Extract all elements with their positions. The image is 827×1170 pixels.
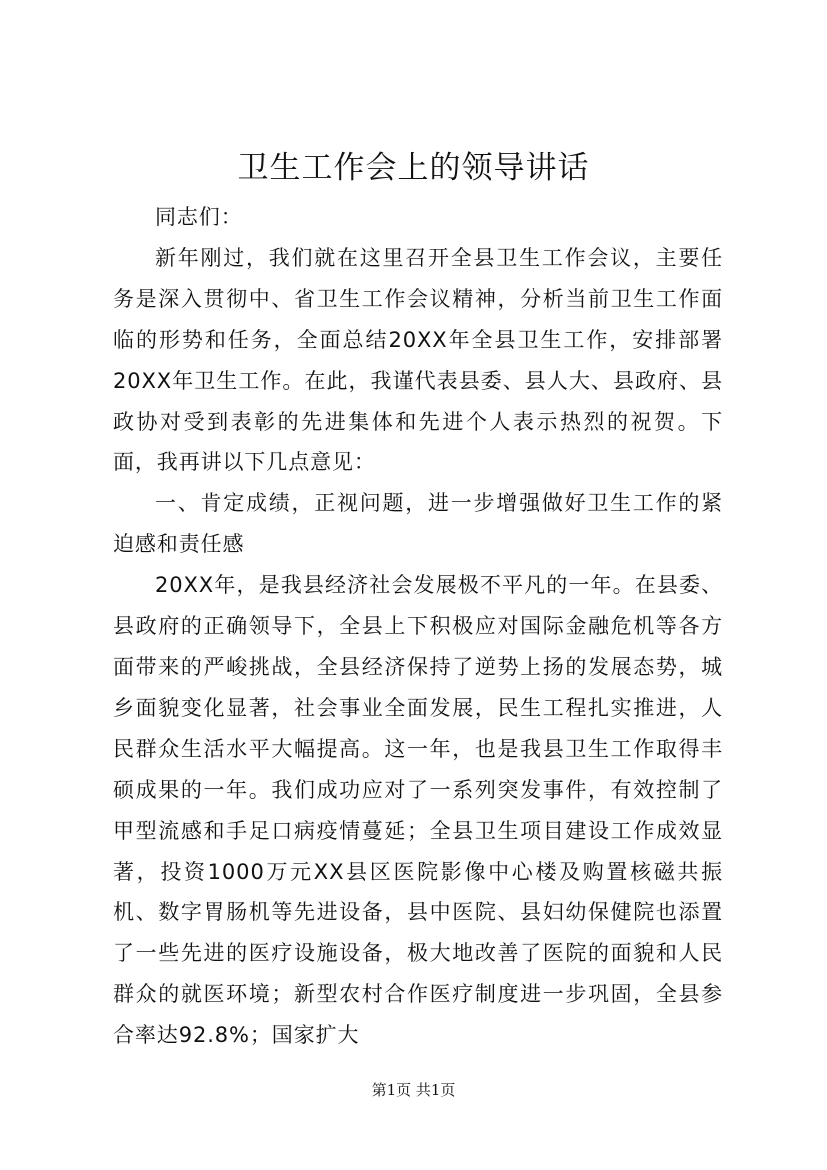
section-heading-paragraph: 一、肯定成绩，正视问题，进一步增强做好卫生工作的紧迫感和责任感	[113, 491, 723, 557]
intro-paragraph: 新年刚过，我们就在这里召开全县卫生工作会议，主要任务是深入贯彻中、省卫生工作会议精神，分析当前卫生工作面临的形势和任务，全面总结20XX年全县卫生工作，安排部署20XX年卫生工作。在此，我谨代表县委、县人大、县政府、县政协对受到表彰的先进集体和先进个人表示热烈的祝贺。下面，我再讲以下几点意见：	[113, 245, 723, 475]
document-title: 卫生工作会上的领导讲话	[237, 150, 590, 186]
page-footer: 第1页 共1页	[371, 1081, 456, 1099]
achievements-paragraph: 20XX年，是我县经济社会发展极不平凡的一年。在县委、县政府的正确领导下，全县上下积极应对国际金融危机等各方面带来的严峻挑战，全县经济保持了逆势上扬的发展态势，城乡面貌变化显著，社会事业全面发展，民生工程扎实推进，人民群众生活水平大幅提高。这一年，也是我县卫生工作取得丰硕成果的一年。我们成功应对了一系列突发事件，有效控制了甲型流感和手足口病疫情蔓延；全县卫生项目建设工作成效显著，投资1000万元XX县区医院影像中心楼及购置核磁共振机、数字胃肠机等先进设备，县中医院、县妇幼保健院也添置了一些先进的医疗设施设备，极大地改善了医院的面貌和人民群众的就医环境；新型农村合作医疗制度进一步巩固，全县参合率达92.8%；国家扩大	[113, 573, 723, 1048]
salutation-paragraph: 同志们：	[155, 205, 243, 229]
document-body	[113, 197, 723, 1056]
